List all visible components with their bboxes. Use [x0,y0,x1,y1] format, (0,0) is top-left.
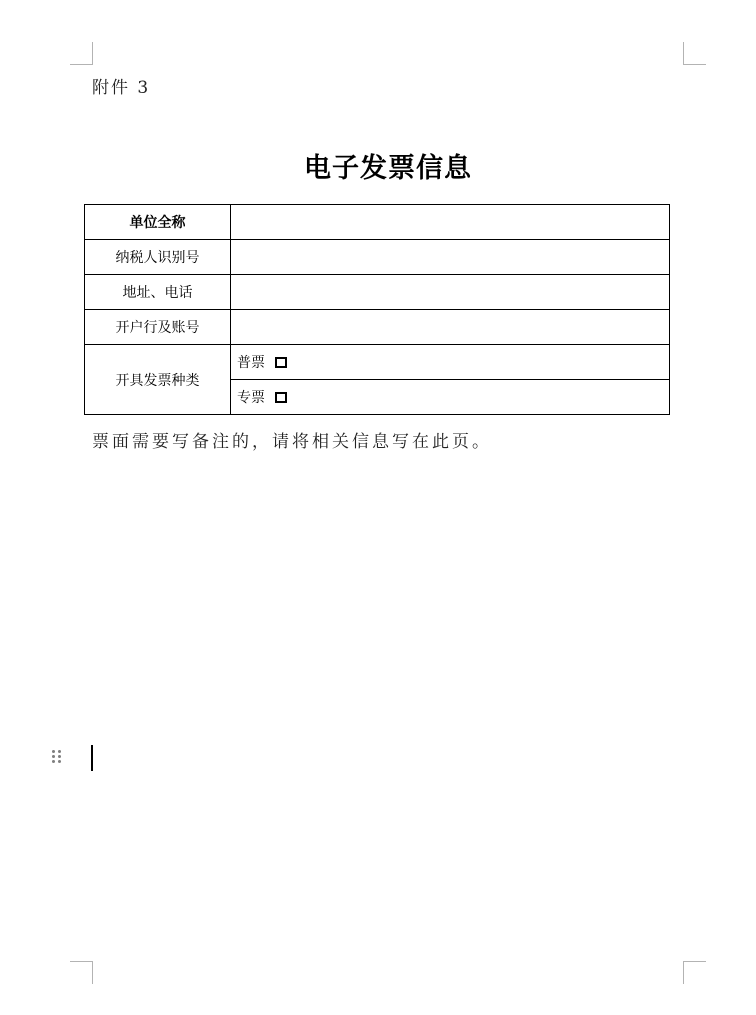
remark-note[interactable]: 票面需要写备注的，请将相关信息写在此页。 [92,432,492,452]
table-row [85,345,670,380]
bank-account-label[interactable]: 开户行及账号 [85,310,231,345]
invoice-info-table [84,204,670,415]
table-row [85,310,670,345]
drag-handle-icon[interactable] [52,750,62,766]
taxpayer-id-label[interactable]: 纳税人识别号 [85,240,231,275]
bank-account-cell[interactable] [231,310,670,345]
attachment-label[interactable]: 附件 3 [92,78,151,98]
invoice-option-special[interactable] [231,380,670,415]
checkbox-icon[interactable] [275,357,287,368]
checkbox-icon[interactable] [275,392,287,403]
table-row [85,275,670,310]
company-name-cell[interactable] [231,205,670,240]
page-title[interactable]: 电子发票信息 [304,153,472,184]
text-cursor [91,745,93,771]
invoice-option-label: 专票 [237,390,265,406]
crop-mark-bottom-right [683,961,706,984]
table-row [85,240,670,275]
table-row [85,205,670,240]
company-name-label[interactable]: 单位全称 [85,205,231,240]
invoice-type-label[interactable]: 开具发票种类 [85,345,231,415]
crop-mark-bottom-left [70,961,93,984]
invoice-option-regular[interactable] [231,345,670,380]
taxpayer-id-cell[interactable] [231,240,670,275]
address-phone-label[interactable]: 地址、电话 [85,275,231,310]
invoice-option-label: 普票 [237,355,265,371]
address-phone-cell[interactable] [231,275,670,310]
crop-mark-top-right [683,42,706,65]
crop-mark-top-left [70,42,93,65]
